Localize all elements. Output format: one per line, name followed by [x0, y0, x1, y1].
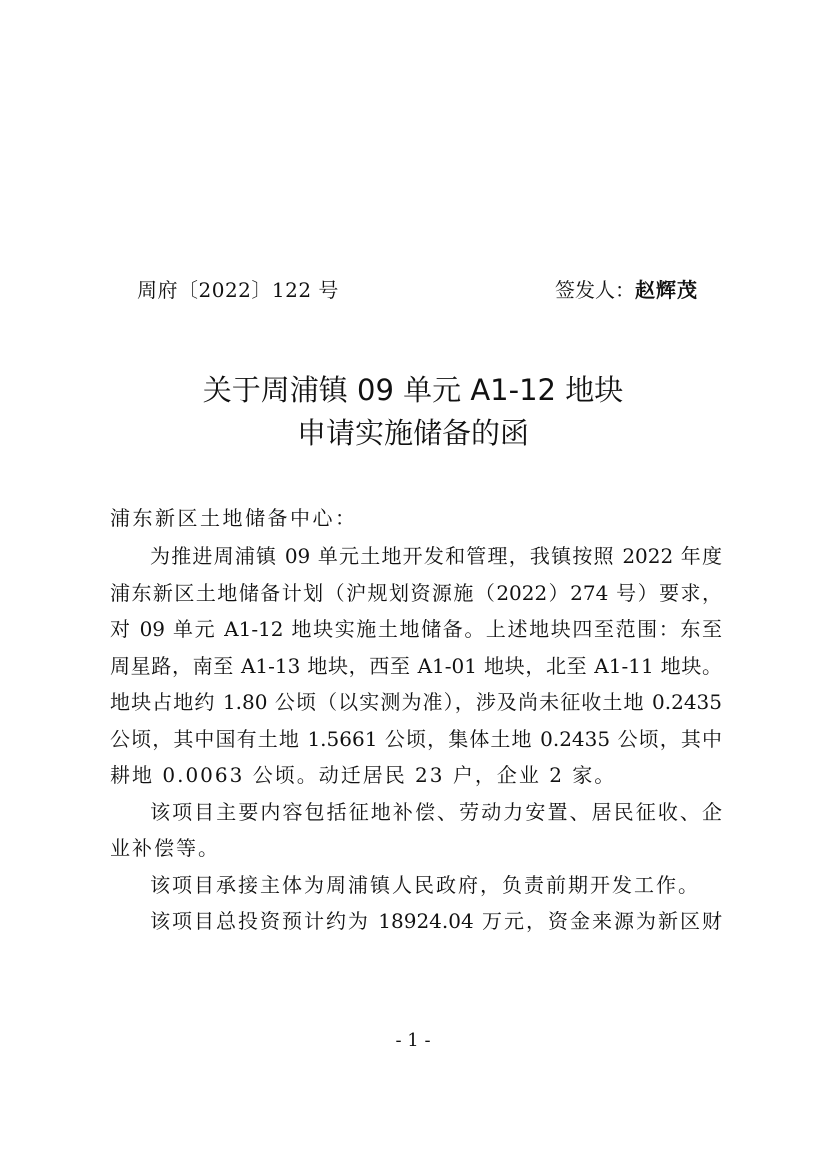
signer-name: 赵辉茂: [635, 278, 698, 302]
body-line: 为推进周浦镇 09 单元土地开发和管理，我镇按照 2022 年度: [150, 544, 722, 568]
body-line: 耕地 0.0063 公顷。动迁居民 23 户，企业 2 家。: [110, 763, 617, 787]
body-line: 浦东新区土地储备计划（沪规划资源施（2022）274 号）要求，: [110, 580, 722, 605]
document-body: [110, 538, 722, 940]
body-line: 对 09 单元 A1-12 地块实施土地储备。上述地块四至范围：东至: [110, 617, 722, 641]
document-title-line-2: 申请实施储备的函: [296, 416, 529, 450]
signer-label: 签发人：: [555, 278, 635, 302]
page-number: - 1 -: [395, 1030, 431, 1051]
document-number: 周府〔2022〕122 号: [137, 278, 339, 302]
salutation: 浦东新区土地储备中心：: [110, 506, 358, 530]
body-line: 周星路，南至 A1-13 地块，西至 A1-01 地块，北至 A1-11 地块。: [110, 653, 722, 678]
body-line: 该项目总投资预计约为 18924.04 万元，资金来源为新区财: [150, 909, 722, 933]
body-line: 业补偿等。: [110, 836, 220, 860]
body-line: 地块占地约 1.80 公顷（以实测为准），涉及尚未征收土地 0.2435: [110, 690, 722, 714]
signer: [555, 274, 698, 303]
body-line: 该项目承接主体为周浦镇人民政府，负责前期开发工作。: [150, 872, 700, 897]
body-line: 公顷，其中国有土地 1.5661 公顷，集体土地 0.2435 公顷，其中: [110, 726, 722, 751]
body-line: 该项目主要内容包括征地补偿、劳动力安置、居民征收、企: [150, 799, 722, 824]
document-title-line-1: 关于周浦镇 09 单元 A1-12 地块: [202, 373, 624, 407]
